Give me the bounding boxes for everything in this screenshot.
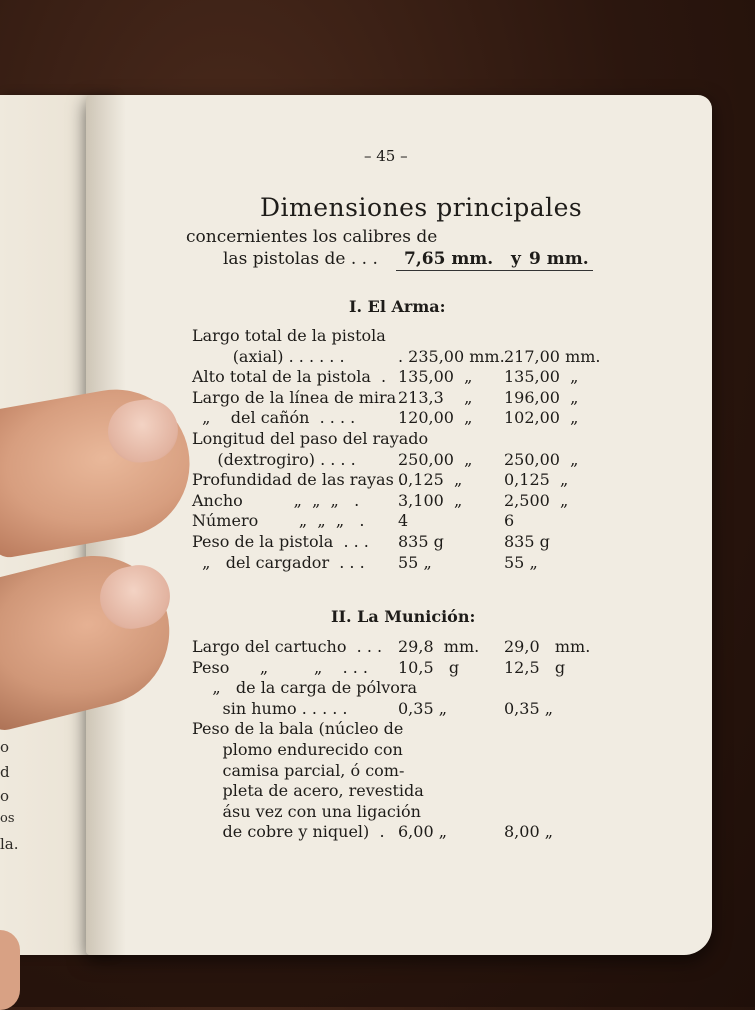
table-cell-765: 29,8 mm.	[398, 637, 480, 656]
table-cell-9mm: 29,0 mm.	[504, 637, 591, 656]
left-page-fragment: la.	[0, 835, 19, 853]
left-page-fragment: o	[0, 738, 10, 756]
calibre-1: 7,65 mm. y	[404, 249, 521, 269]
left-page-fragment: d	[0, 763, 10, 781]
table-cell-765: 120,00 „	[398, 408, 473, 428]
table-cell-765: 6,00 „	[398, 822, 447, 842]
table-row-label: „ de la carga de pólvora	[192, 678, 418, 698]
table-cell-9mm: 250,00 „	[504, 449, 579, 469]
table-cell-765: 0,35 „	[398, 698, 447, 718]
table-row-label: Ancho „ „ „ .	[192, 490, 360, 510]
table-cell-765: . 235,00 mm.	[398, 346, 505, 366]
table-row-label: Longitud del paso del rayado	[192, 429, 429, 448]
table-row-label: „ del cañón . . . .	[192, 408, 356, 428]
table-row-label: (dextrogiro) . . . .	[192, 449, 356, 469]
table-row-label: plomo endurecido con	[192, 740, 403, 759]
thumb	[0, 930, 20, 1010]
table-cell-765: 835 g	[398, 532, 444, 551]
table-row-label: Largo del cartucho . . .	[192, 637, 383, 656]
table-row-label: Peso „ „ . . .	[192, 657, 368, 677]
table-row-label: sin humo . . . . .	[192, 698, 348, 718]
table-cell-765: 0,125 „	[398, 470, 463, 490]
subtitle-line-1: concernientes los calibres de	[186, 227, 438, 247]
table-row-label: Peso de la pistola . . .	[192, 532, 369, 551]
table-cell-9mm: 835 g	[504, 532, 550, 551]
table-row-label: Número „ „ „ .	[192, 511, 365, 531]
table-cell-9mm: 102,00 „	[504, 408, 579, 428]
table-cell-765: 55 „	[398, 552, 432, 572]
table-row-label: (axial) . . . . . .	[192, 346, 345, 366]
table-row-label: Profundidad de las rayas .	[192, 470, 404, 490]
page-title: Dimensiones principales	[260, 193, 583, 222]
table-cell-9mm: 2,500 „	[504, 490, 569, 510]
table-row-label: camisa parcial, ó com-	[192, 760, 405, 780]
table-row-label: Largo total de la pistola	[192, 326, 386, 345]
table-row-label: Alto total de la pistola .	[192, 367, 387, 387]
section-heading-municion: II. La Munición:	[331, 607, 476, 626]
table-cell-765: 10,5 g	[398, 657, 460, 677]
table-row-label: pleta de acero, revestida	[192, 781, 424, 801]
left-page-fragment: os	[0, 811, 15, 826]
table-row-label: Largo de la línea de mira	[192, 387, 397, 407]
left-page-fragment: o	[0, 787, 10, 805]
table-cell-765: 4	[398, 511, 409, 531]
table-cell-9mm: 8,00 „	[504, 822, 553, 842]
table-cell-9mm: 12,5 g	[504, 657, 566, 677]
section-heading-arma: I. El Arma:	[349, 297, 446, 316]
table-row-label: „ del cargador . . .	[192, 552, 365, 572]
subtitle-line-2: las pistolas de . . .	[223, 249, 378, 269]
table-row-label: ásu vez con una ligación	[192, 801, 421, 821]
calibre-2: 9 mm.	[529, 249, 589, 269]
calibre-underline	[396, 270, 593, 271]
table-row-label: de cobre y niquel) .	[192, 822, 385, 842]
table-cell-765: 213,3 „	[398, 387, 473, 407]
table-cell-765: 3,100 „	[398, 490, 463, 510]
table-cell-9mm: 55 „	[504, 552, 538, 572]
table-cell-9mm: 0,35 „	[504, 698, 553, 718]
book-page	[86, 95, 712, 955]
table-cell-9mm: 0,125 „	[504, 470, 569, 490]
table-cell-765: 250,00 „	[398, 449, 473, 469]
page-number: – 45 –	[364, 147, 408, 165]
table-row-label: Peso de la bala (núcleo de	[192, 719, 404, 739]
table-cell-9mm: 196,00 „	[504, 387, 579, 407]
table-cell-9mm: 217,00 mm.	[504, 346, 601, 366]
table-cell-9mm: 135,00 „	[504, 367, 579, 387]
table-cell-9mm: 6	[504, 511, 515, 531]
table-cell-765: 135,00 „	[398, 367, 473, 387]
